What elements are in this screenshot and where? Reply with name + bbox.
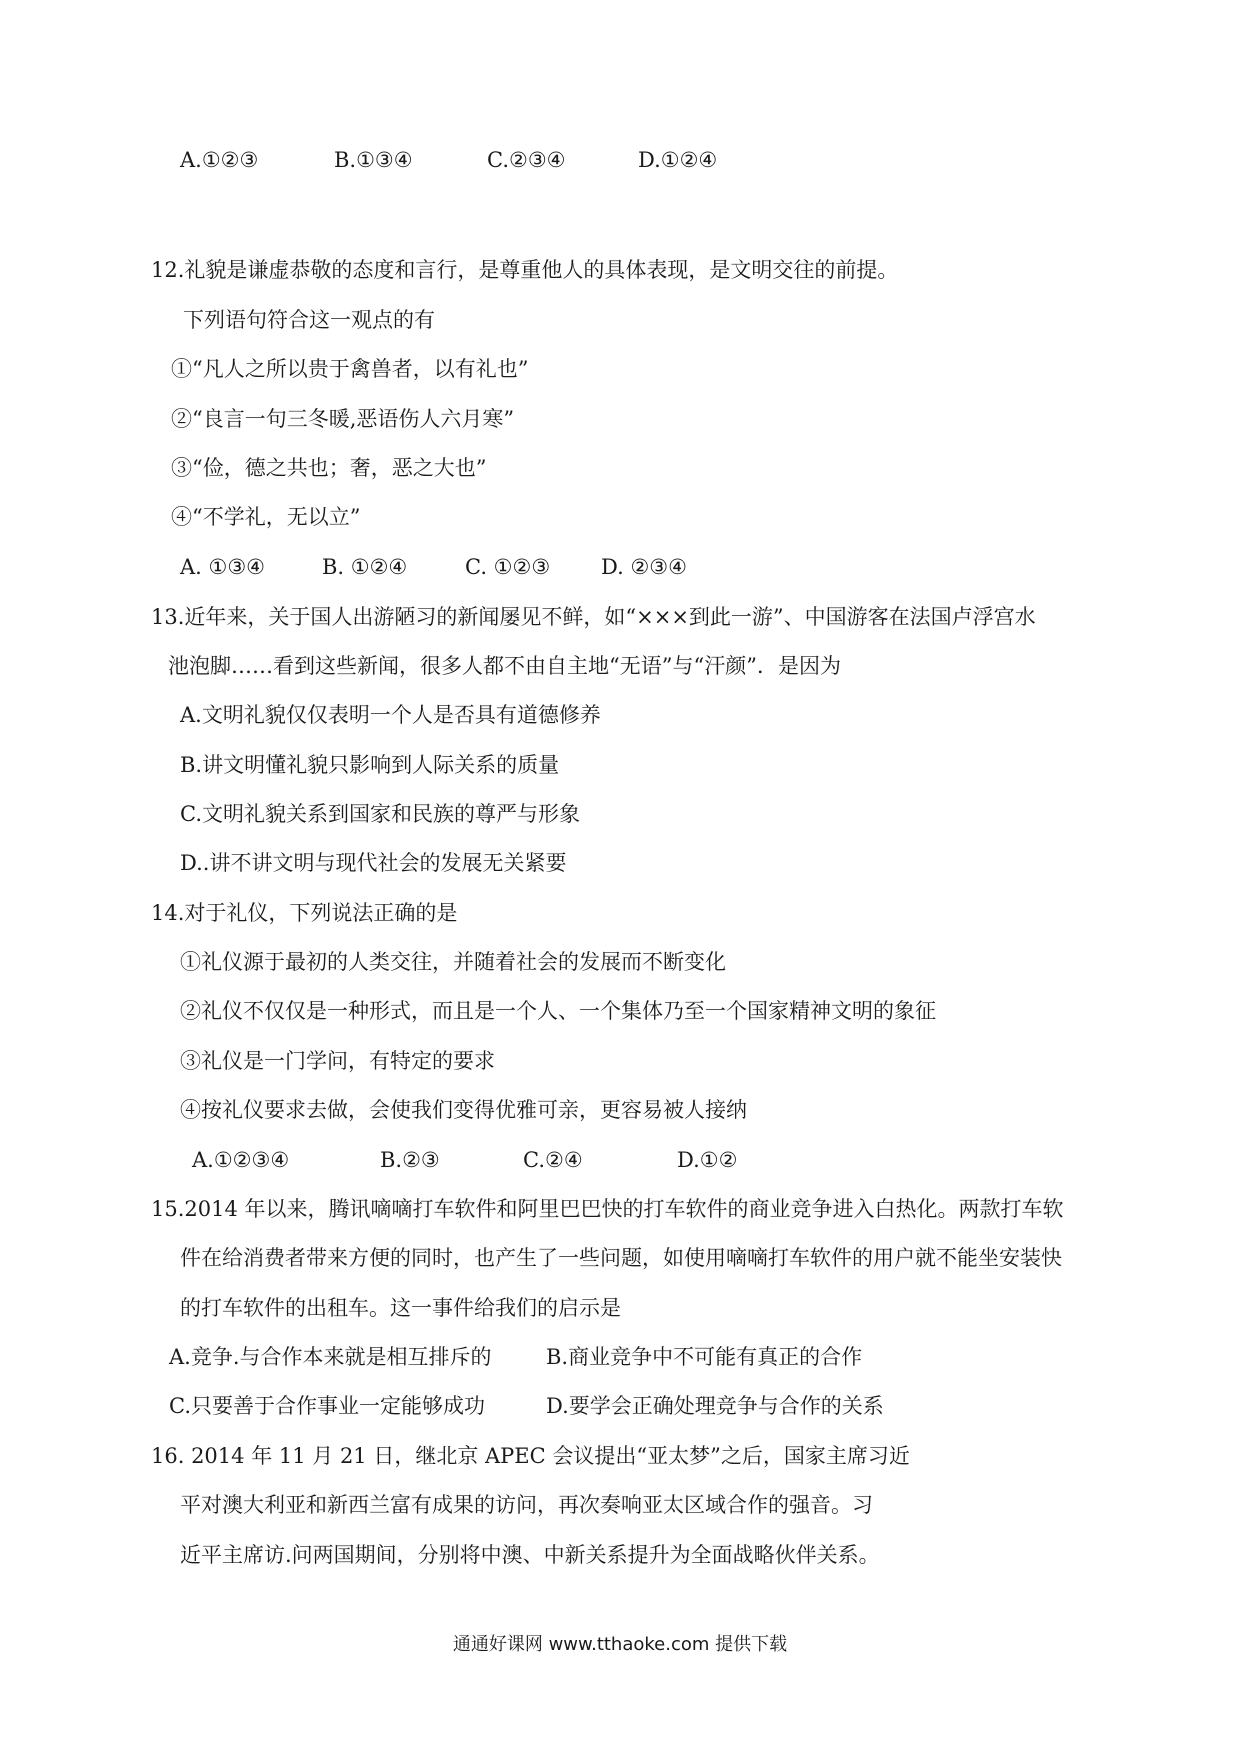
q16-stem-3: 近平主席访.问两国期间，分别将中澳、中新关系提升为全面战略伙伴关系。: [180, 1543, 880, 1567]
q13-option-b: B.讲文明懂礼貌只影响到人际关系的质量: [180, 753, 560, 777]
option-b: B.②③: [380, 1148, 440, 1172]
option-a: A.①②③: [180, 148, 259, 172]
q15-stem-2: 件在给消费者带来方便的同时，也产生了一些问题，如使用嘀嘀打车软件的用户就不能坐安装快: [180, 1246, 1062, 1270]
q12-item-2: ②“良言一句三冬暖,恶语伤人六月寒”: [171, 407, 515, 431]
option-d: D.①②④: [638, 148, 718, 172]
q13-option-c: C.文明礼貌关系到国家和民族的尊严与形象: [180, 802, 580, 826]
q16-stem-2: 平对澳大利亚和新西兰富有成果的访问，再次奏响亚太区域合作的强音。习: [180, 1493, 873, 1517]
q14-stem: 14.对于礼仪，下列说法正确的是: [151, 901, 458, 925]
q12-item-1: ①“凡人之所以贵于禽兽者，以有礼也”: [171, 357, 529, 381]
option-a: A.竞争.与合作本来就是相互排斥的: [169, 1345, 492, 1369]
option-d: D.要学会正确处理竞争与合作的关系: [546, 1394, 884, 1418]
q12-stem: 12.礼貌是谦虚恭敬的态度和言行，是尊重他人的具体表现，是文明交往的前提。: [151, 258, 899, 282]
q15-stem-3: 的打车软件的出租车。这一事件给我们的启示是: [180, 1296, 621, 1320]
q13-option-d: D..讲不讲文明与现代社会的发展无关紧要: [180, 851, 567, 875]
q15-stem: 15.2014 年以来，腾讯嘀嘀打车软件和阿里巴巴快的打车软件的商业竞争进入白热化。两款打车软: [151, 1197, 1064, 1221]
q16-stem: 16. 2014 年 11 月 21 日，继北京 APEC 会议提出“亚太梦”之后，国家主席习近: [151, 1444, 910, 1468]
q14-item-4: ④按礼仪要求去做，会使我们变得优雅可亲，更容易被人接纳: [180, 1098, 747, 1122]
option-c: C. ①②③: [465, 555, 551, 579]
option-c: C.只要善于合作事业一定能够成功: [169, 1394, 485, 1418]
option-a: A.①②③④: [192, 1148, 290, 1172]
option-c: C.②③④: [487, 148, 566, 172]
option-a: A. ①③④: [180, 555, 265, 579]
option-c: C.②④: [523, 1148, 583, 1172]
option-d: D.①②: [677, 1148, 738, 1172]
q13-stem: 13.近年来，关于国人出游陋习的新闻屡见不鲜，如“×××到此一游”、中国游客在法国卢浮宫水: [151, 605, 1036, 629]
q14-item-3: ③礼仪是一门学问，有特定的要求: [180, 1049, 495, 1073]
q14-item-2: ②礼仪不仅仅是一种形式，而且是一个人、一个集体乃至一个国家精神文明的象征: [180, 999, 936, 1023]
option-b: B. ①②④: [322, 555, 408, 579]
q13-stem-2: 池泡脚……看到这些新闻，很多人都不由自主地“无语”与“汗颜”．是因为: [168, 654, 841, 678]
page-footer: 通通好课网 www.tthaoke.com 提供下载: [452, 1634, 788, 1655]
option-d: D. ②③④: [601, 555, 687, 579]
q13-option-a: A.文明礼貌仅仅表明一个人是否具有道德修养: [180, 703, 601, 727]
q12-item-3: ③“俭，德之共也；奢，恶之大也”: [171, 456, 487, 480]
option-b: B.商业竞争中不可能有真正的合作: [546, 1345, 863, 1369]
q14-item-1: ①礼仪源于最初的人类交往，并随着社会的发展而不断变化: [180, 950, 726, 974]
q12-item-4: ④“不学礼，无以立”: [171, 505, 361, 529]
option-b: B.①③④: [334, 148, 413, 172]
q12-stem-2: 下列语句符合这一观点的有: [183, 308, 435, 332]
